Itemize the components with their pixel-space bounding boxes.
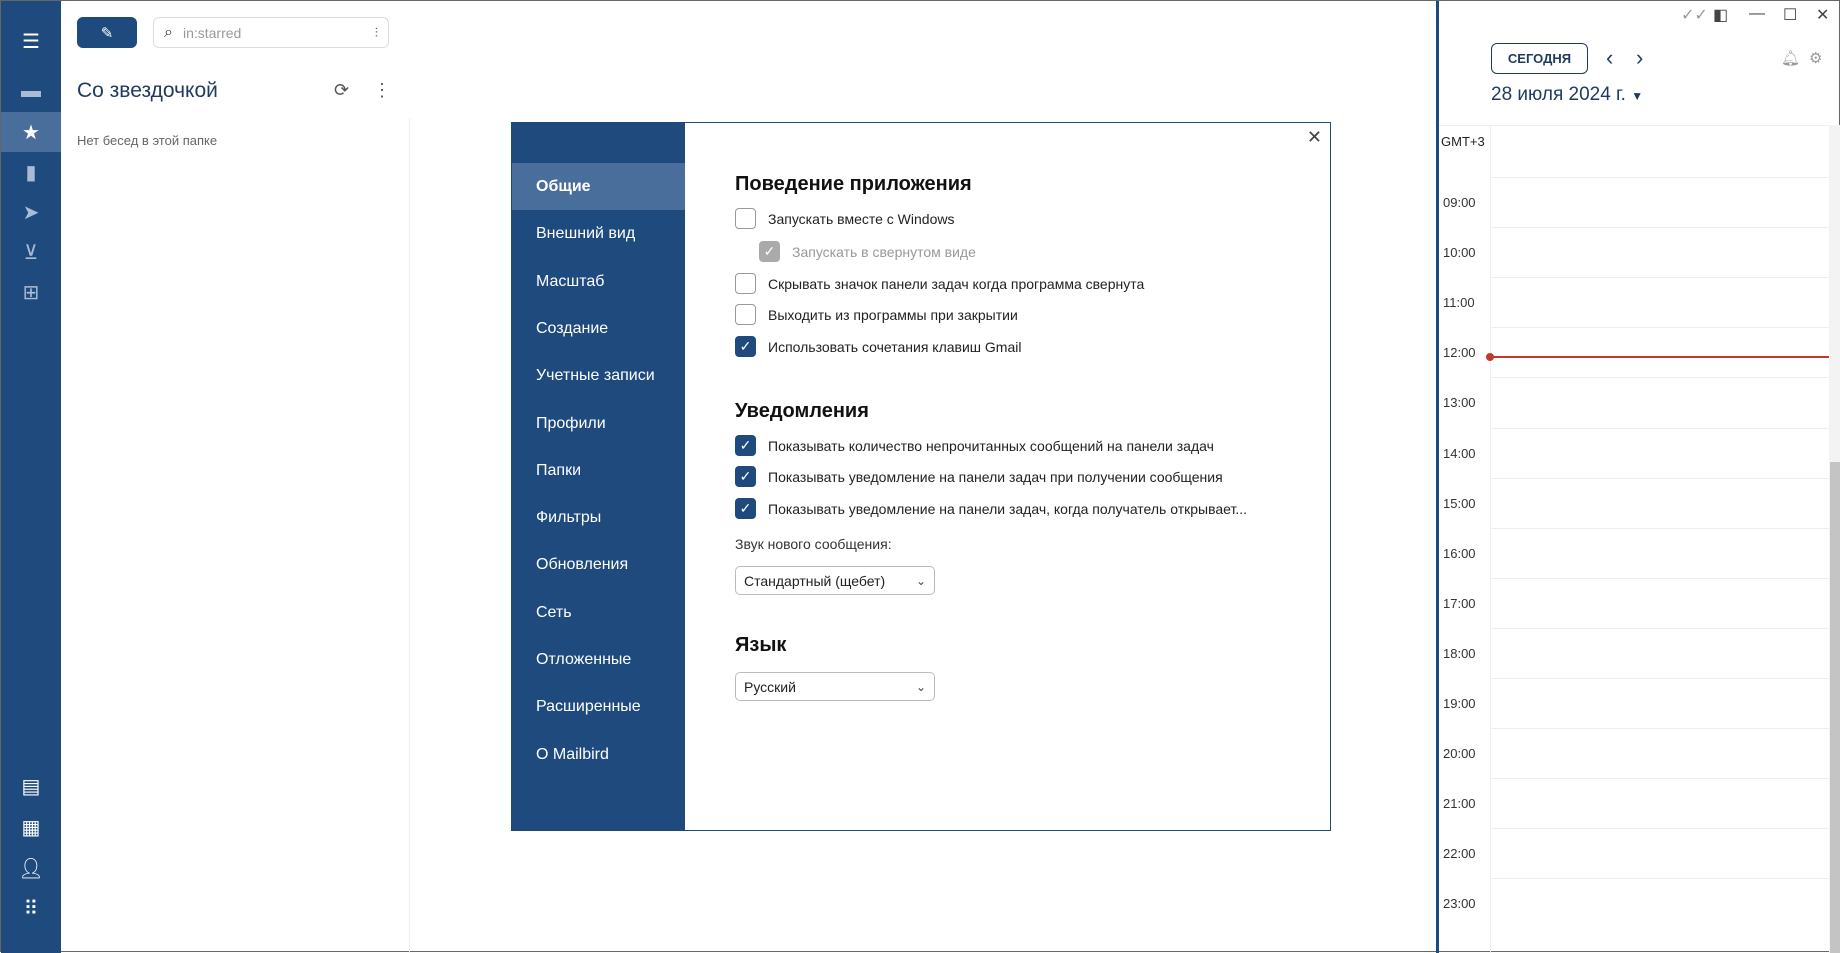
hour-gridline xyxy=(1490,578,1829,579)
drafts-nav[interactable] xyxy=(1,152,61,192)
window-close-icon[interactable]: ✕ xyxy=(1816,7,1830,24)
chevron-left-icon[interactable]: ‹ xyxy=(1606,45,1614,70)
gear-icon[interactable]: ⚙ xyxy=(1809,50,1823,67)
hour-gridline xyxy=(1490,778,1829,779)
settings-nav-item[interactable]: Внешний вид xyxy=(536,225,636,243)
hour-label: 19:00 xyxy=(1443,696,1476,711)
hour-gridline xyxy=(1490,227,1829,228)
sound-value: Стандартный (щебет) xyxy=(744,572,886,589)
drafts-icon: ▮ xyxy=(25,161,37,184)
empty-folder-message: Нет бесед в этой папке xyxy=(77,133,218,148)
settings-nav-item[interactable]: Расширенные xyxy=(536,698,641,716)
settings-nav-item[interactable]: Общие xyxy=(512,163,685,210)
calendar-border xyxy=(1436,1,1439,953)
hour-gridline xyxy=(1490,377,1829,378)
apps-nav[interactable] xyxy=(1,888,61,928)
checkmark-icon: ✓ xyxy=(735,466,756,487)
checkbox-label: Скрывать значок панели задач когда программа свернута xyxy=(768,275,1145,292)
timezone-label: GMT+3 xyxy=(1441,134,1485,149)
hour-label: 15:00 xyxy=(1443,495,1476,511)
checkbox-label: Выходить из программы при закрытии xyxy=(768,306,1018,323)
settings-nav-item[interactable]: Фильтры xyxy=(536,509,602,527)
app-sidebar xyxy=(1,1,61,953)
setting-checkbox[interactable] xyxy=(735,435,1214,456)
notes-icon: ▤ xyxy=(21,775,41,798)
settings-nav-item[interactable]: Учетные записи xyxy=(536,367,655,385)
mark-read-icon[interactable]: ✓✓ xyxy=(1681,7,1708,24)
checkbox-box xyxy=(735,304,756,325)
maximize-icon[interactable]: ☐ xyxy=(1783,7,1798,24)
pane-divider xyxy=(409,118,410,953)
sent-nav[interactable] xyxy=(1,192,61,232)
folder-title: Со звездочкой xyxy=(77,79,218,102)
hour-gridline xyxy=(1490,277,1829,278)
hour-label: 11:00 xyxy=(1443,295,1475,311)
language-value: Русский xyxy=(744,678,796,695)
archive-icon: ⊻ xyxy=(23,241,39,264)
setting-checkbox[interactable] xyxy=(735,304,1018,325)
current-time-dot xyxy=(1486,353,1494,361)
settings-nav-item[interactable]: О Mailbird xyxy=(536,745,609,763)
hour-gridline xyxy=(1490,177,1829,178)
filter-icon[interactable]: ⫶ xyxy=(374,24,378,40)
calendar-icon: ▦ xyxy=(21,816,41,839)
language-heading: Язык xyxy=(735,634,787,656)
contacts-nav[interactable] xyxy=(1,848,61,888)
hour-label: 16:00 xyxy=(1443,545,1476,561)
notifications-heading: Уведомления xyxy=(735,400,869,422)
date-picker[interactable] xyxy=(1491,84,1643,106)
settings-nav-item[interactable]: Сеть xyxy=(536,603,572,621)
menu-icon: ☰ xyxy=(22,30,40,53)
bell-icon[interactable]: 🔔︎ xyxy=(1781,50,1801,67)
checkbox-label: Запускать в свернутом виде xyxy=(792,243,976,260)
settings-nav-item[interactable]: Обновления xyxy=(536,556,629,574)
checkbox-box xyxy=(735,208,756,229)
inbox-nav[interactable] xyxy=(1,71,61,111)
setting-checkbox[interactable] xyxy=(759,241,976,262)
sound-label: Звук нового сообщения: xyxy=(735,536,892,552)
refresh-icon[interactable]: ⟳ xyxy=(334,80,350,100)
hour-gridline xyxy=(1490,528,1829,529)
hour-gridline xyxy=(1490,478,1829,479)
setting-checkbox[interactable] xyxy=(735,466,1223,487)
setting-checkbox[interactable] xyxy=(735,208,954,229)
caret-down-icon: ▼ xyxy=(1631,89,1644,103)
close-icon[interactable]: ✕ xyxy=(1306,127,1322,147)
search-placeholder: in:starred xyxy=(182,24,242,41)
chevron-down-icon: ⌄ xyxy=(915,679,926,694)
settings-nav-item[interactable]: Масштаб xyxy=(536,272,605,290)
more-options-icon[interactable]: ⋮ xyxy=(373,80,391,100)
hour-label: 22:00 xyxy=(1443,846,1476,862)
checkbox-label: Запускать вместе с Windows xyxy=(768,210,955,227)
hour-label: 23:00 xyxy=(1443,896,1476,912)
hour-gridline xyxy=(1490,327,1829,328)
checkmark-icon: ✓ xyxy=(759,241,780,262)
minimize-icon[interactable]: — xyxy=(1749,5,1765,22)
compose-button[interactable] xyxy=(77,17,137,48)
calendar-nav[interactable] xyxy=(1,807,61,847)
checkmark-icon: ✓ xyxy=(735,336,756,357)
folder-add-nav[interactable] xyxy=(1,272,61,312)
today-button[interactable]: СЕГОДНЯ xyxy=(1491,43,1588,74)
hour-label: 14:00 xyxy=(1443,445,1476,461)
checkbox-label: Показывать уведомление на панели задач при получении сообщения xyxy=(768,468,1223,485)
current-date: 28 июля 2024 г. xyxy=(1491,84,1626,105)
hour-label: 12:00 xyxy=(1443,345,1476,361)
hour-label: 13:00 xyxy=(1443,395,1476,411)
archive-nav[interactable] xyxy=(1,232,61,272)
settings-nav-item[interactable]: Отложенные xyxy=(536,651,632,668)
current-time-line xyxy=(1489,356,1829,358)
star-icon: ★ xyxy=(22,121,40,144)
scrollbar-thumb[interactable] xyxy=(1830,462,1840,953)
hour-gridline xyxy=(1490,828,1829,829)
setting-checkbox[interactable] xyxy=(735,273,1144,294)
hour-label: 20:00 xyxy=(1443,746,1476,762)
calendar-header-divider xyxy=(1439,125,1829,126)
settings-nav-item[interactable]: Папки xyxy=(536,461,581,479)
hour-gridline xyxy=(1490,728,1829,729)
settings-nav xyxy=(512,123,685,830)
hour-gridline xyxy=(1490,678,1829,679)
sound-select[interactable] xyxy=(735,566,935,595)
hour-label: 17:00 xyxy=(1443,595,1476,611)
star-nav[interactable] xyxy=(1,112,61,152)
hour-label: 18:00 xyxy=(1443,645,1476,661)
chevron-right-icon[interactable]: › xyxy=(1636,45,1644,70)
toggle-panel-icon[interactable]: ◧ xyxy=(1713,7,1729,24)
settings-nav-item[interactable]: Создание xyxy=(536,319,609,337)
checkmark-icon: ✓ xyxy=(735,435,756,456)
hour-label: 09:00 xyxy=(1443,195,1476,210)
checkbox-box xyxy=(735,273,756,294)
setting-checkbox[interactable] xyxy=(735,498,1247,519)
menu-nav[interactable] xyxy=(1,21,61,61)
hour-label: 21:00 xyxy=(1443,796,1476,812)
search-input[interactable] xyxy=(153,17,389,48)
sent-icon: ➤ xyxy=(22,201,40,224)
contacts-icon: 👤︎ xyxy=(18,857,44,880)
hour-gridline xyxy=(1490,428,1829,429)
apps-icon: ⠿ xyxy=(23,897,39,920)
settings-nav-item[interactable]: Профили xyxy=(536,414,606,432)
notes-nav[interactable] xyxy=(1,766,61,806)
pencil-icon: ✎ xyxy=(100,24,114,42)
hour-gridline xyxy=(1490,628,1829,629)
checkbox-label: Показывать количество непрочитанных сообщений на панели задач xyxy=(768,437,1214,454)
inbox-icon: ▬ xyxy=(21,79,41,102)
language-select[interactable] xyxy=(735,672,935,701)
checkbox-label: Показывать уведомление на панели задач, когда получатель открывает... xyxy=(768,500,1248,517)
checkmark-icon: ✓ xyxy=(735,498,756,519)
search-icon: ⌕ xyxy=(164,23,173,41)
hour-label: 10:00 xyxy=(1443,245,1476,261)
settings-dialog xyxy=(511,122,1331,831)
folder-add-icon: ⊞ xyxy=(22,281,40,304)
behavior-heading: Поведение приложения xyxy=(735,173,972,195)
chevron-down-icon: ⌄ xyxy=(915,573,926,588)
checkbox-label: Использовать сочетания клавиш Gmail xyxy=(768,338,1022,355)
setting-checkbox[interactable] xyxy=(735,336,1021,357)
hour-gridline xyxy=(1490,878,1829,879)
